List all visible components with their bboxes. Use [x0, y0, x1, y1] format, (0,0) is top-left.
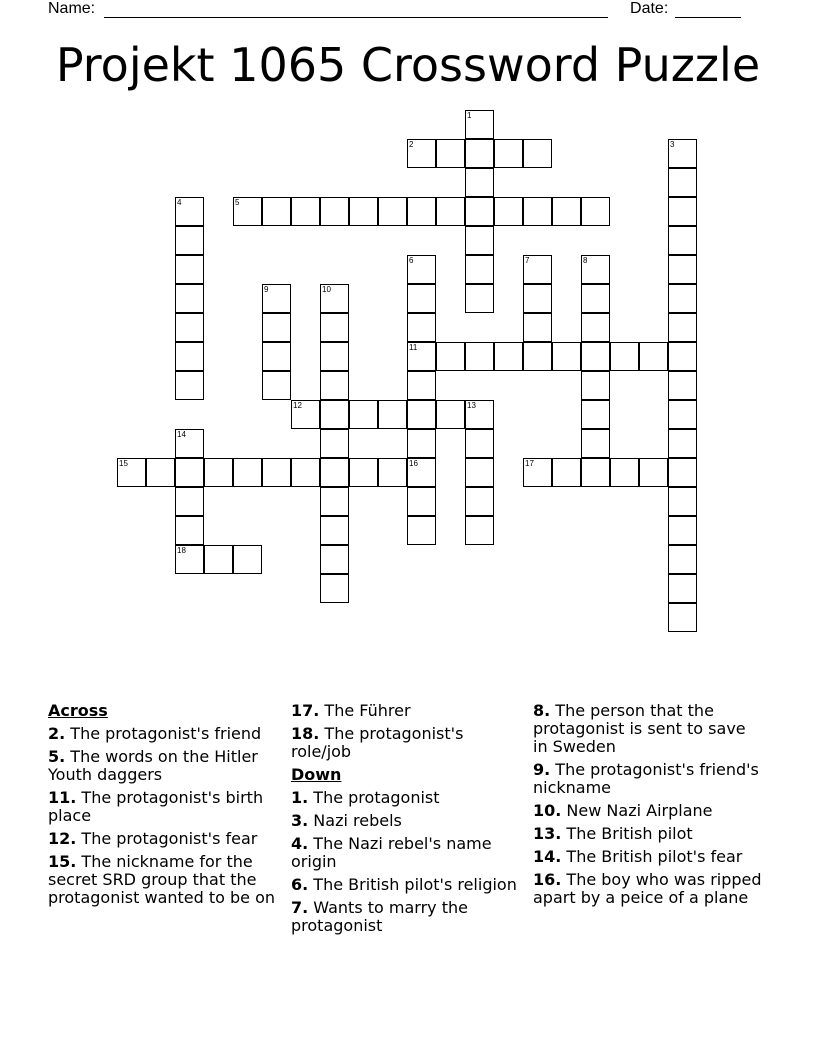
- grid-cell[interactable]: [668, 342, 697, 371]
- grid-cell[interactable]: [581, 371, 610, 400]
- grid-cell[interactable]: [581, 313, 610, 342]
- clue-number-label: 1.: [291, 788, 309, 807]
- clue-number-label: 16.: [533, 870, 562, 889]
- grid-cell[interactable]: [233, 458, 262, 487]
- clue-number: 5: [235, 198, 240, 207]
- grid-cell[interactable]: [262, 284, 291, 313]
- clue: [48, 830, 280, 848]
- grid-cell[interactable]: [668, 255, 697, 284]
- grid-cell[interactable]: [668, 313, 697, 342]
- grid-cell[interactable]: [668, 168, 697, 197]
- grid-cell[interactable]: [320, 313, 349, 342]
- grid-cell[interactable]: [581, 429, 610, 458]
- grid-cell[interactable]: [436, 342, 465, 371]
- grid-cell[interactable]: [668, 226, 697, 255]
- clue: [533, 848, 765, 866]
- grid-cell[interactable]: [552, 342, 581, 371]
- grid-cell[interactable]: [436, 139, 465, 168]
- clue-text: The words on the Hitler Youth daggers: [48, 747, 258, 784]
- grid-cell[interactable]: [262, 371, 291, 400]
- across-clue-list-continued: [291, 702, 523, 761]
- clue-number: 4: [177, 198, 182, 207]
- grid-cell[interactable]: [175, 255, 204, 284]
- clue-number-label: 2.: [48, 724, 66, 743]
- grid-cell[interactable]: [523, 255, 552, 284]
- clue-number-label: 3.: [291, 811, 309, 830]
- clue: [291, 725, 523, 761]
- clue-text: The protagonist: [308, 788, 440, 807]
- grid-cell[interactable]: [320, 371, 349, 400]
- clue: [533, 825, 765, 843]
- clue-number-label: 9.: [533, 760, 551, 779]
- down-clue-list: [291, 789, 523, 935]
- grid-cell[interactable]: [465, 110, 494, 139]
- clue-number: 7: [525, 256, 530, 265]
- grid-cell[interactable]: [262, 342, 291, 371]
- grid-cell[interactable]: [581, 284, 610, 313]
- grid-cell[interactable]: [262, 197, 291, 226]
- clue-text: The protagonist's fear: [76, 829, 258, 848]
- clue-number-label: 12.: [48, 829, 77, 848]
- grid-cell[interactable]: [175, 284, 204, 313]
- grid-cell[interactable]: [523, 197, 552, 226]
- clue-number: 14: [177, 430, 186, 439]
- grid-cell[interactable]: [465, 284, 494, 313]
- across-heading: Across: [48, 701, 108, 720]
- name-blank[interactable]: [104, 3, 608, 18]
- clue: [291, 702, 523, 720]
- down-heading: Down: [291, 765, 342, 784]
- grid-cell[interactable]: [639, 342, 668, 371]
- grid-cell[interactable]: [581, 458, 610, 487]
- clue-number: 16: [409, 459, 418, 468]
- grid-cell[interactable]: [175, 226, 204, 255]
- clue-number-label: 10.: [533, 801, 562, 820]
- grid-cell[interactable]: [175, 545, 204, 574]
- grid-cell[interactable]: [668, 545, 697, 574]
- grid-cell[interactable]: [465, 429, 494, 458]
- grid-cell[interactable]: [320, 429, 349, 458]
- grid-cell[interactable]: [117, 458, 146, 487]
- clue: [48, 789, 280, 825]
- grid-cell[interactable]: [378, 400, 407, 429]
- clue: [533, 761, 765, 797]
- grid-cell[interactable]: [465, 139, 494, 168]
- grid-cell[interactable]: [407, 139, 436, 168]
- clue: [48, 748, 280, 784]
- grid-cell[interactable]: [610, 342, 639, 371]
- header: [48, 0, 741, 18]
- clues-column-1: [48, 702, 280, 912]
- clue-number: 6: [409, 256, 414, 265]
- grid-cell[interactable]: [320, 284, 349, 313]
- grid-cell[interactable]: [320, 574, 349, 603]
- grid-cell[interactable]: [175, 458, 204, 487]
- clue-number-label: 13.: [533, 824, 562, 843]
- grid-cell[interactable]: [581, 197, 610, 226]
- grid-cell[interactable]: [494, 197, 523, 226]
- grid-cell[interactable]: [175, 313, 204, 342]
- grid-cell[interactable]: [465, 342, 494, 371]
- grid-cell[interactable]: [320, 516, 349, 545]
- grid-cell[interactable]: [668, 371, 697, 400]
- grid-cell[interactable]: [523, 342, 552, 371]
- clue: [291, 835, 523, 871]
- grid-cell[interactable]: [465, 255, 494, 284]
- grid-cell[interactable]: [581, 342, 610, 371]
- clue-text: The nickname for the secret SRD group that the protagonist wanted to be on: [48, 852, 276, 907]
- clue-text: The protagonist's role/job: [291, 724, 464, 761]
- grid-cell[interactable]: [407, 458, 436, 487]
- grid-cell[interactable]: [407, 255, 436, 284]
- clue-text: Nazi rebels: [308, 811, 402, 830]
- clue-text: Wants to marry the protagonist: [291, 898, 468, 935]
- clue-text: The person that the protagonist is sent to save in Sweden: [533, 701, 746, 756]
- clue-text: The Führer: [319, 701, 411, 720]
- grid-cell[interactable]: [349, 197, 378, 226]
- date-label: Date:: [630, 0, 669, 17]
- grid-cell[interactable]: [668, 429, 697, 458]
- clues-column-2: [291, 702, 523, 940]
- grid-cell[interactable]: [407, 400, 436, 429]
- clue: [291, 899, 523, 935]
- grid-cell[interactable]: [320, 545, 349, 574]
- grid-cell[interactable]: [320, 197, 349, 226]
- clue-number-label: 18.: [291, 724, 320, 743]
- grid-cell[interactable]: [175, 487, 204, 516]
- clue-number-label: 17.: [291, 701, 320, 720]
- grid-cell[interactable]: [262, 458, 291, 487]
- clue-number-label: 8.: [533, 701, 551, 720]
- clue-number: 18: [177, 546, 186, 555]
- grid-cell[interactable]: [581, 400, 610, 429]
- grid-cell[interactable]: [204, 545, 233, 574]
- date-blank[interactable]: [675, 3, 741, 18]
- grid-cell[interactable]: [639, 458, 668, 487]
- clue-number: 9: [264, 285, 269, 294]
- clue-number-label: 15.: [48, 852, 77, 871]
- grid-cell[interactable]: [233, 197, 262, 226]
- across-clue-list: [48, 725, 280, 907]
- clue-number: 10: [322, 285, 331, 294]
- clue: [533, 702, 765, 756]
- grid-cell[interactable]: [291, 458, 320, 487]
- down-clue-list-continued: [533, 702, 765, 907]
- grid-cell[interactable]: [262, 313, 291, 342]
- clue-text: The boy who was ripped apart by a peice of a plane: [533, 870, 762, 907]
- grid-cell[interactable]: [465, 226, 494, 255]
- grid-cell[interactable]: [233, 545, 262, 574]
- grid-cell[interactable]: [668, 139, 697, 168]
- clue-number: 2: [409, 140, 414, 149]
- clue-text: The British pilot's fear: [561, 847, 743, 866]
- clue-number-label: 5.: [48, 747, 66, 766]
- grid-cell[interactable]: [320, 400, 349, 429]
- grid-cell[interactable]: [378, 197, 407, 226]
- grid-cell[interactable]: [407, 516, 436, 545]
- grid-cell[interactable]: [668, 574, 697, 603]
- grid-cell[interactable]: [610, 458, 639, 487]
- grid-cell[interactable]: [320, 487, 349, 516]
- name-label: Name:: [48, 0, 96, 17]
- clue: [533, 802, 765, 820]
- clue: [48, 853, 280, 907]
- grid-cell[interactable]: [407, 197, 436, 226]
- grid-cell[interactable]: [668, 458, 697, 487]
- grid-cell[interactable]: [436, 197, 465, 226]
- clue-text: The protagonist's friend: [65, 724, 262, 743]
- clue-number: 17: [525, 459, 534, 468]
- grid-cell[interactable]: [494, 342, 523, 371]
- grid-cell[interactable]: [465, 197, 494, 226]
- grid-cell[interactable]: [668, 197, 697, 226]
- grid-cell[interactable]: [465, 400, 494, 429]
- grid-cell[interactable]: [175, 342, 204, 371]
- grid-cell[interactable]: [175, 429, 204, 458]
- clue-number-label: 7.: [291, 898, 309, 917]
- grid-cell[interactable]: [291, 400, 320, 429]
- grid-cell[interactable]: [349, 458, 378, 487]
- grid-cell[interactable]: [668, 400, 697, 429]
- grid-cell[interactable]: [494, 139, 523, 168]
- grid-cell[interactable]: [378, 458, 407, 487]
- grid-cell[interactable]: [436, 400, 465, 429]
- grid-cell[interactable]: [175, 371, 204, 400]
- grid-cell[interactable]: [175, 197, 204, 226]
- clue-number: 1: [467, 111, 472, 120]
- clue: [533, 871, 765, 907]
- clue-number-label: 14.: [533, 847, 562, 866]
- grid-cell[interactable]: [523, 313, 552, 342]
- page-title: Projekt 1065 Crossword Puzzle: [55, 38, 761, 92]
- grid-cell[interactable]: [407, 284, 436, 313]
- clue-text: The British pilot's religion: [308, 875, 517, 894]
- grid-cell[interactable]: [523, 284, 552, 313]
- clue: [48, 725, 280, 743]
- grid-cell[interactable]: [465, 168, 494, 197]
- grid-cell[interactable]: [552, 197, 581, 226]
- grid-cell[interactable]: [668, 487, 697, 516]
- grid-cell[interactable]: [552, 458, 581, 487]
- grid-cell[interactable]: [465, 516, 494, 545]
- clue-number-label: 11.: [48, 788, 77, 807]
- grid-cell[interactable]: [204, 458, 233, 487]
- grid-cell[interactable]: [523, 458, 552, 487]
- grid-cell[interactable]: [465, 458, 494, 487]
- clue-number: 13: [467, 401, 476, 410]
- grid-cell[interactable]: [407, 313, 436, 342]
- grid-cell[interactable]: [175, 516, 204, 545]
- clue-number-label: 4.: [291, 834, 309, 853]
- clue: [291, 876, 523, 894]
- grid-cell[interactable]: [465, 487, 494, 516]
- grid-cell[interactable]: [320, 342, 349, 371]
- grid-cell[interactable]: [523, 139, 552, 168]
- grid-cell[interactable]: [291, 197, 320, 226]
- grid-cell[interactable]: [320, 458, 349, 487]
- clue-number: 8: [583, 256, 588, 265]
- grid-cell[interactable]: [407, 429, 436, 458]
- clue-number: 3: [670, 140, 675, 149]
- clue-number: 15: [119, 459, 128, 468]
- grid-cell[interactable]: [407, 487, 436, 516]
- clue-number: 11: [409, 343, 418, 352]
- clue: [291, 789, 523, 807]
- grid-cell[interactable]: [349, 400, 378, 429]
- grid-cell[interactable]: [668, 516, 697, 545]
- clue-text: New Nazi Airplane: [561, 801, 713, 820]
- clue-number: 12: [293, 401, 302, 410]
- clue-number-label: 6.: [291, 875, 309, 894]
- grid-cell[interactable]: [407, 371, 436, 400]
- clue-text: The protagonist's friend's nickname: [533, 760, 759, 797]
- grid-cell[interactable]: [146, 458, 175, 487]
- grid-cell[interactable]: [407, 342, 436, 371]
- grid-cell[interactable]: [668, 284, 697, 313]
- grid-cell[interactable]: [668, 603, 697, 632]
- clue-text: The protagonist's birth place: [48, 788, 264, 825]
- clue-text: The British pilot: [561, 824, 693, 843]
- clues-column-3: [533, 702, 765, 912]
- clue-text: The Nazi rebel's name origin: [291, 834, 492, 871]
- clue: [291, 812, 523, 830]
- grid-cell[interactable]: [581, 255, 610, 284]
